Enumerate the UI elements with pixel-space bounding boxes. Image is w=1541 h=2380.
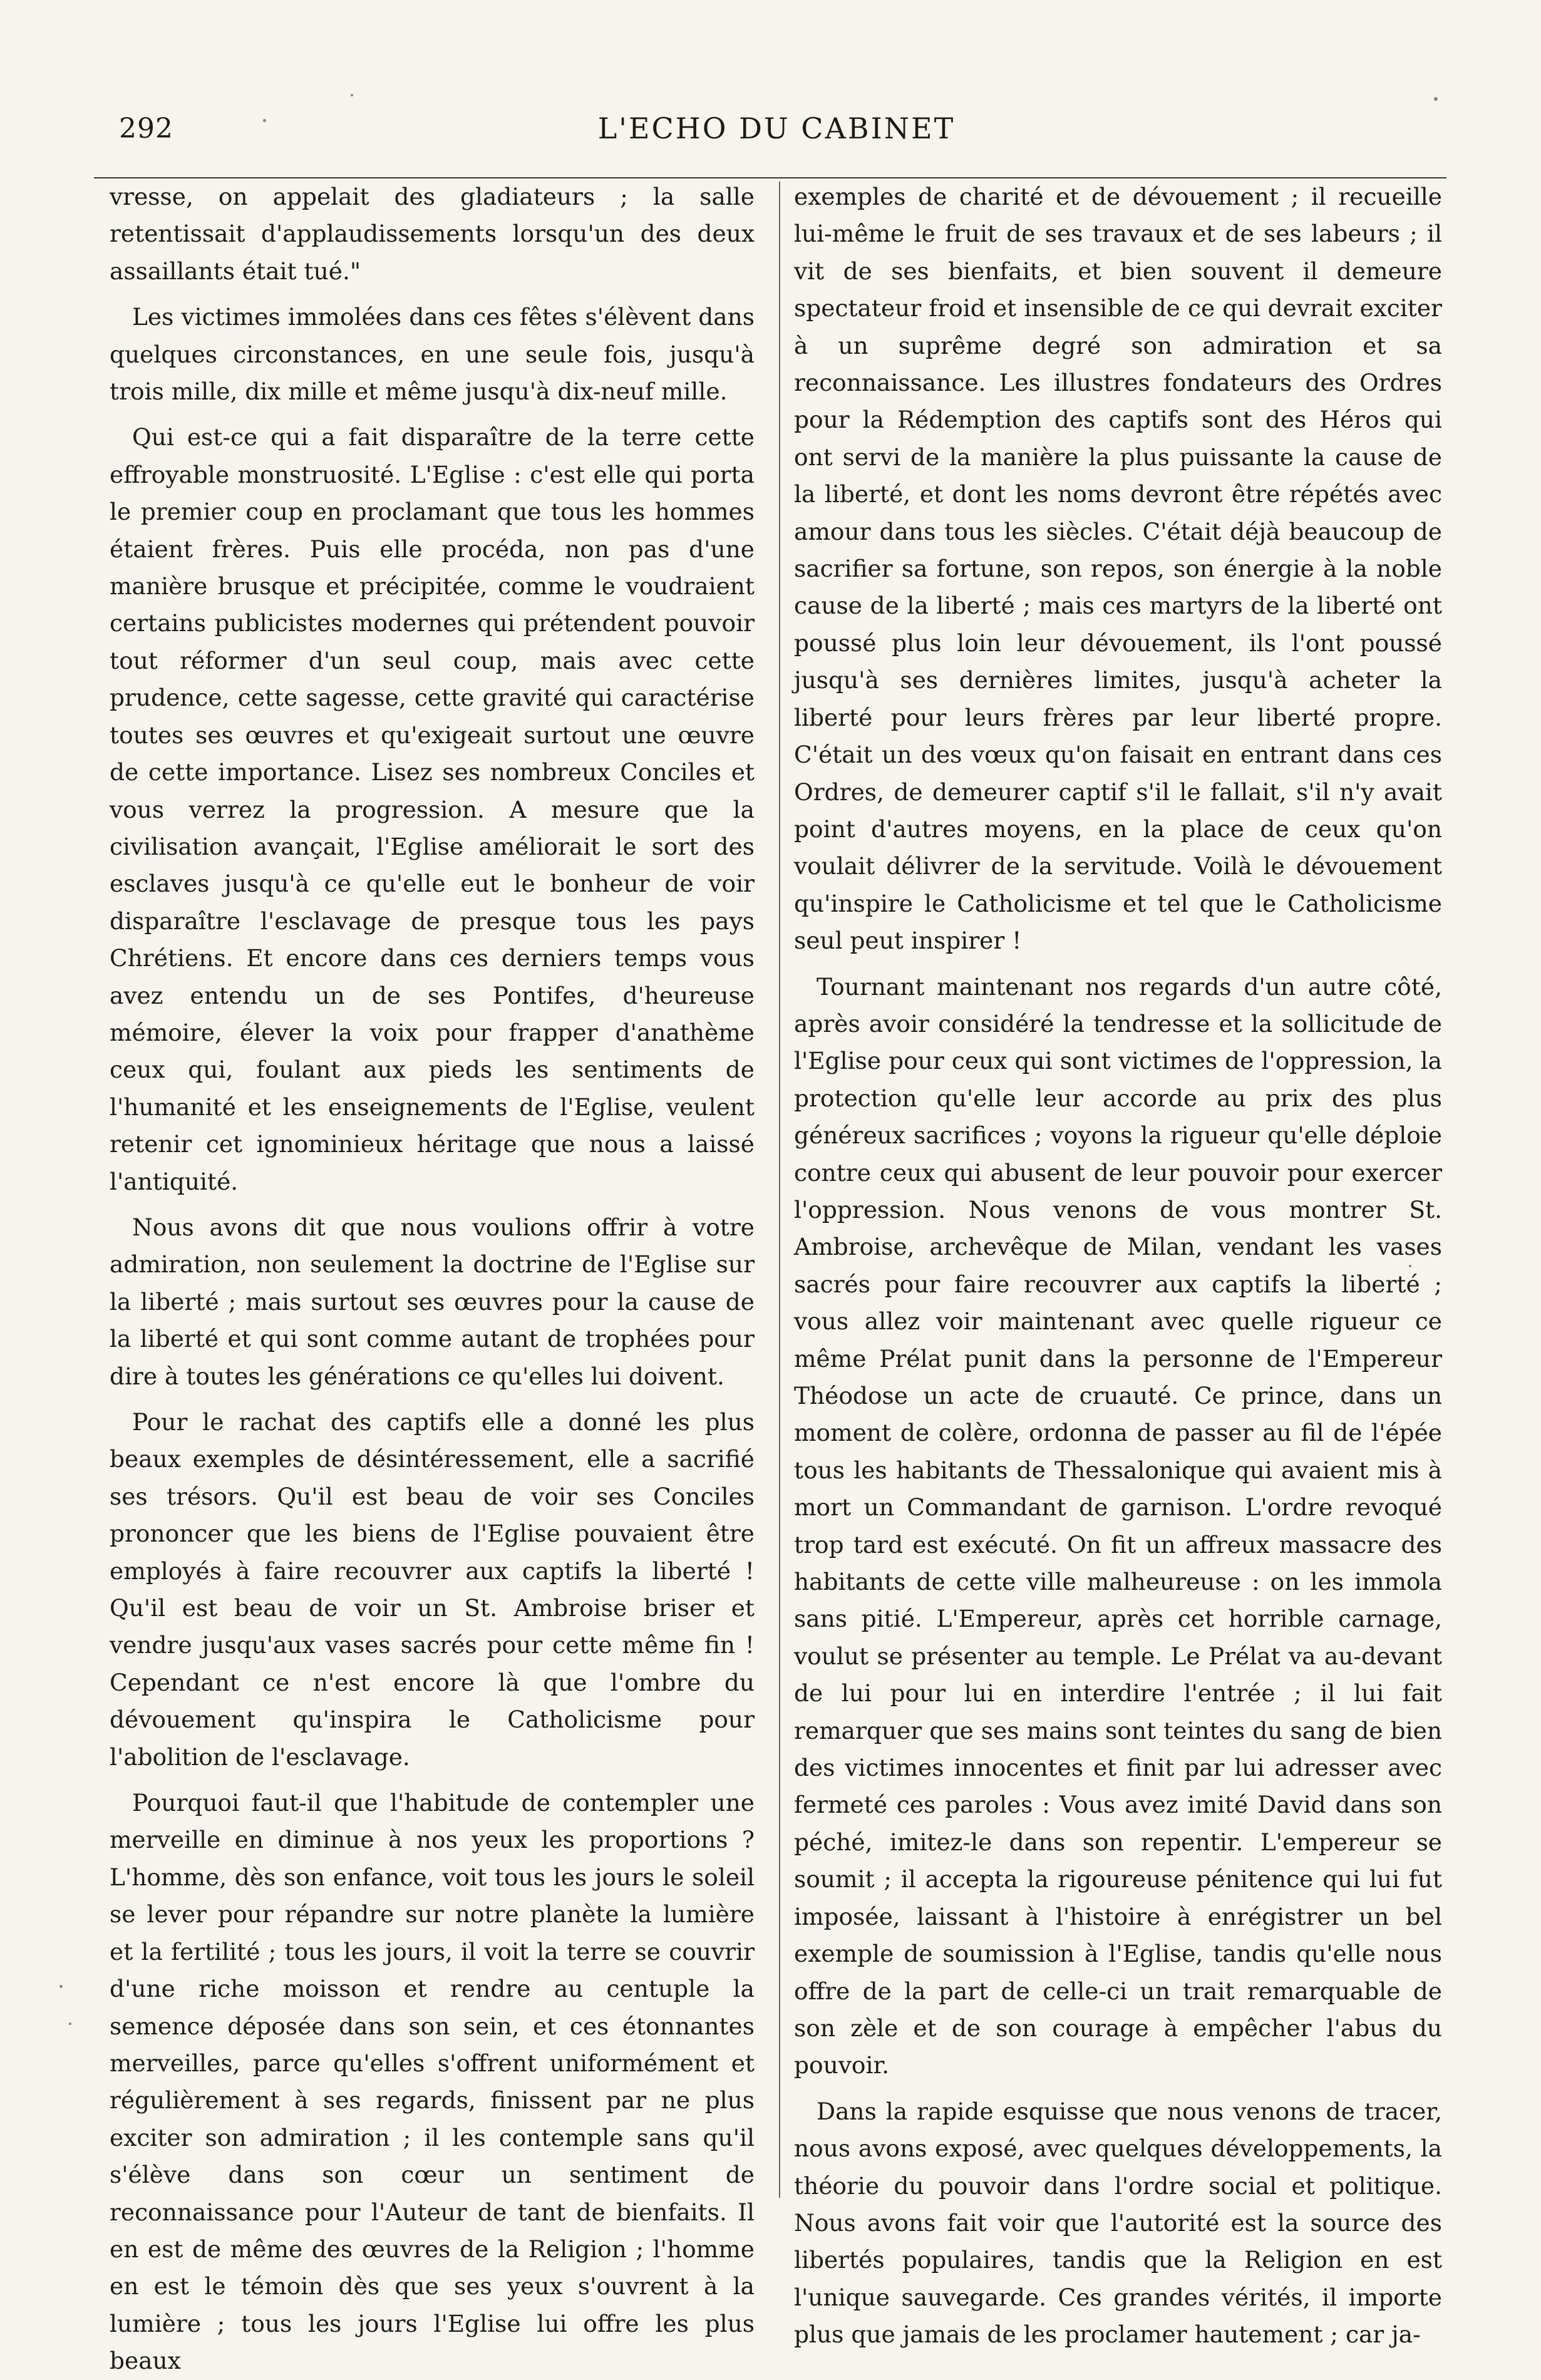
- right-column: [794, 178, 1442, 2349]
- print-speck: [1409, 1265, 1411, 1267]
- paragraph: Qui est-ce qui a fait disparaître de la terre cette effroyable monstruosité. L'Eglise : c'est elle qui porta le premier coup en proclamant que tous les hommes étaient frères. Puis elle procéda, non pas d'une manière brusque et précipitée, comme le voudraient certains publicistes modernes qui prétendent pouvoir tout réformer d'un seul coup, mais avec cette prudence, cette sagesse, cette gravité qui caractérise toutes ses œuvres et qu'exigeait surtout une œuvre de cette importance. Lisez ses nombreux Conciles et vous verrez la progression. A mesure que la civilisation avançait, l'Eglise améliorait le sort des esclaves jusqu'à ce qu'elle eut le bonheur de voir disparaître l'esclavage de presque tous les pays Chrétiens. Et encore dans ces derniers temps vous avez entendu un de ses Pontifes, d'heureuse mémoire, élever la voix pour frapper d'anathème ceux qui, foulant aux pieds les sentiments de l'humanité et les enseignements de l'Eglise, veulent retenir cet ignominieux héritage que nous a laissé l'antiquité.: [110, 423, 755, 1195]
- print-speck: [59, 1985, 63, 1988]
- paragraph: Tournant maintenant nos regards d'un autre côté, après avoir considéré la tendresse et la sollicitude de l'Eglise pour ceux qui sont victimes de l'oppression, la protection qu'elle leur accorde au prix des plus généreux sacrifices ; voyons la rigueur qu'elle déploie contre ceux qui abusent de leur pouvoir pour exercer l'oppression. Nous venons de vous montrer St. Ambroise, archevêque de Milan, vendant les vases sacrés pour faire recouvrer aux captifs la liberté ; vous allez voir maintenant avec quelle rigueur ce même Prélat punit dans la personne de l'Empereur Théodose un acte de cruauté. Ce prince, dans un moment de colère, ordonna de passer au fil de l'épée tous les habitants de Thessalonique qui avaient mis à mort un Commandant de garnison. L'ordre revoqué trop tard est exécuté. On fit un affreux massacre des habitants de cette ville malheureuse : on les immola sans pitié. L'Empereur, après cet horrible carnage, voulut se présenter au temple. Le Prélat va au-devant de lui pour lui en interdire l'entrée ; il lui fait remarquer que ses mains sont teintes du sang de bien des victimes innocentes et finit par lui adresser avec fermeté ces paroles : Vous avez imité David dans son péché, imitez-le dans son repentir. L'empereur se soumit ; il accepta la rigoureuse pénitence qui lui fut imposée, laissant à l'histoire à enrégistrer un bel exemple de soumission à l'Eglise, tandis qu'elle nous offre de la part de celle-ci un trait remarquable de son zèle et de son courage à empêcher l'abus du pouvoir.: [794, 972, 1442, 2079]
- print-speck: [263, 119, 266, 122]
- paragraph: exemples de charité et de dévouement ; il recueille lui-même le fruit de ses travaux et de ses labeurs ; il vit de ses bienfaits, et bien souvent il demeure spectateur froid et insensible de ce qui devrait exciter à un suprême degré son admiration et sa reconnaissance. Les illustres fondateurs des Ordres pour la Rédemption des captifs sont des Héros qui ont servi de la manière la plus puissante la cause de la liberté, et dont les noms devront être répétés avec amour dans tous les siècles. C'était déjà beaucoup de sacrifier sa fortune, son repos, son énergie à la noble cause de la liberté ; mais ces martyrs de la liberté ont poussé plus loin leur dévouement, ils l'ont poussé jusqu'à ses dernières limites, jusqu'à acheter la liberté pour leurs frères par leur liberté propre. C'était un des vœux qu'on faisait en entrant dans ces Ordres, de demeurer captif s'il le fallait, s'il n'y avait point d'autres moyens, en la place de ceux qu'on voulait délivrer de la servitude. Voilà le dévouement qu'inspire le Catholicisme et tel que le Catholicisme seul peut inspirer !: [794, 183, 1442, 955]
- page-header: [81, 106, 1471, 163]
- print-speck: [351, 94, 353, 96]
- paragraph: Dans la rapide esquisse que nous venons de tracer, nous avons exposé, avec quelques développements, la théorie du pouvoir dans l'ordre social et politique. Nous avons fait voir que l'autorité est la source des libertés populaires, tandis que la Religion en est l'unique sauvegarde. Ces grandes vérités, il importe plus que jamais de les proclamer hautement ; car ja-: [794, 2097, 1442, 2349]
- page-number: 292: [119, 113, 173, 145]
- column-divider: [779, 182, 780, 2198]
- print-speck: [69, 2022, 71, 2025]
- paragraph: Les victimes immolées dans ces fêtes s'élèvent dans quelques circonstances, en une seule fois, jusqu'à trois mille, dix mille et même jusqu'à dix-neuf mille.: [110, 303, 755, 406]
- paragraph: Nous avons dit que nous voulions offrir à votre admiration, non seulement la doctrine de l'Eglise sur la liberté ; mais surtout ses œuvres pour la cause de la liberté et qui sont comme autant de trophées pour dire à toutes les générations ce qu'elles lui doivent.: [110, 1213, 755, 1390]
- print-speck: [1434, 97, 1438, 101]
- paragraph: Pourquoi faut-il que l'habitude de contempler une merveille en diminue à nos yeux les proportions ? L'homme, dès son enfance, voit tous les jours le soleil se lever pour répandre sur notre planète la lumière et la fertilité ; tous les jours, il voit la terre se couvrir d'une riche moisson et rendre au centuple la semence déposée dans son sein, et ces étonnantes merveilles, parce qu'elles s'offrent uniformément et régulièrement à ses regards, finissent par ne plus exciter son admiration ; il les contemple sans qu'il s'élève dans son cœur un sentiment de reconnaissance pour l'Auteur de tant de bienfaits. Il en est de même des œuvres de la Religion ; l'homme en est le témoin dès que ses yeux s'ouvrent à la lumière ; tous les jours l'Eglise lui offre les plus beaux: [110, 1789, 755, 2375]
- paragraph: vresse, on appelait des gladiateurs ; la salle retentissait d'applaudissements lorsqu'un des deux assaillants était tué.": [110, 183, 755, 285]
- left-column: [110, 178, 755, 2375]
- running-title: L'ECHO DU CABINET: [597, 111, 956, 145]
- paragraph: Pour le rachat des captifs elle a donné les plus beaux exemples de désintéressement, elle a sacrifié ses trésors. Qu'il est beau de voir ses Conciles prononcer que les biens de l'Eglise pouvaient être employés à faire recouvrer aux captifs la liberté ! Qu'il est beau de voir un St. Ambroise briser et vendre jusqu'aux vases sacrés pour cette même fin ! Cependant ce n'est encore là que l'ombre du dévouement qu'inspira le Catholicisme pour l'abolition de l'esclavage.: [110, 1408, 755, 1771]
